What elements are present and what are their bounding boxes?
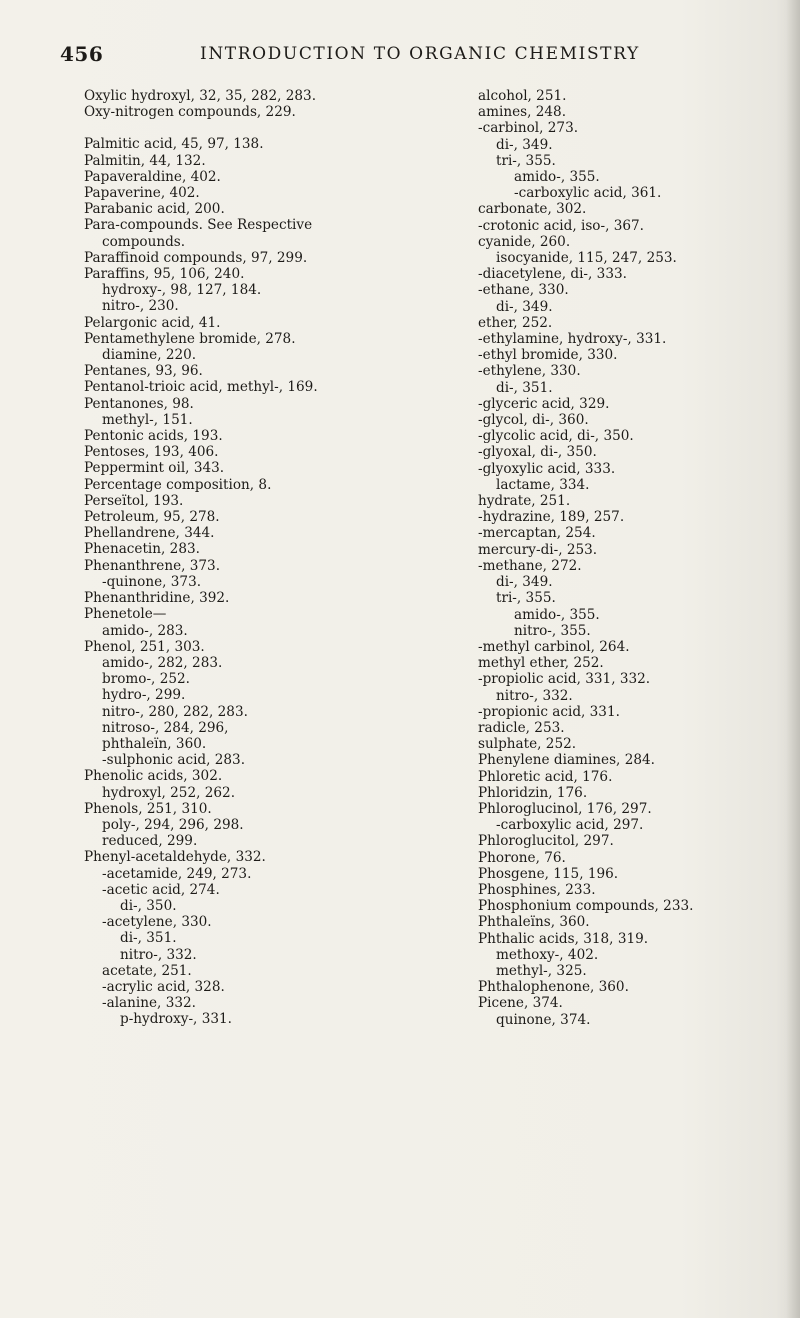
index-subentry: methoxy-, 402. — [496, 946, 599, 963]
index-entry: Petroleum, 95, 278. — [84, 509, 220, 526]
index-subentry: lactame, 334. — [496, 476, 590, 493]
index-entry: hydrate, 251. — [478, 493, 571, 510]
index-subentry: nitro-, 280, 282, 283. — [102, 703, 248, 720]
index-subentry: di-, 349. — [496, 136, 553, 153]
index-entry: -glyoxylic acid, 333. — [478, 460, 616, 477]
index-entry: Paraffins, 95, 106, 240. — [84, 266, 245, 283]
index-subentry: -acetylene, 330. — [102, 914, 212, 931]
index-entry: Paraffinoid compounds, 97, 299. — [84, 249, 308, 266]
index-entry: Phthalophenone, 360. — [478, 979, 629, 996]
index-entry: Pentoses, 193, 406. — [84, 444, 219, 461]
index-subentry: quinone, 374. — [496, 1011, 591, 1028]
page-number: 456 — [60, 42, 104, 66]
index-entry: Phenanthridine, 392. — [84, 590, 230, 607]
index-entry: -glyceric acid, 329. — [478, 395, 610, 412]
index-entry: Palmitin, 44, 132. — [84, 152, 206, 169]
index-entry: Pentamethylene bromide, 278. — [84, 330, 296, 347]
index-subentry: nitro-, 332. — [496, 687, 573, 704]
page-header — [60, 42, 800, 70]
index-entry: Phosphines, 233. — [478, 881, 596, 898]
index-entry: -methane, 272. — [478, 557, 582, 574]
index-entry: Papaverine, 402. — [84, 185, 200, 202]
index-entry: amines, 248. — [478, 104, 567, 121]
index-entry: Percentage composition, 8. — [84, 476, 272, 493]
index-subentry: nitroso-, 284, 296, — [102, 719, 229, 736]
index-subentry: -acrylic acid, 328. — [102, 978, 225, 995]
index-entry: Phenylene diamines, 284. — [478, 752, 655, 769]
index-entry: Phosgene, 115, 196. — [478, 865, 619, 882]
index-entry: Phloroglucinol, 176, 297. — [478, 800, 652, 817]
index-entry: Oxy-nitrogen compounds, 229. — [84, 104, 296, 121]
index-entry: Para-compounds. See Respective — [84, 217, 313, 234]
index-subentry: di-, 349. — [496, 298, 553, 315]
index-subentry: methyl-, 325. — [496, 962, 587, 979]
index-entry: Phenacetin, 283. — [84, 541, 200, 558]
index-subentry: isocyanide, 115, 247, 253. — [496, 250, 677, 267]
index-entry: Pentonic acids, 193. — [84, 428, 223, 445]
index-subentry: acetate, 251. — [102, 962, 192, 979]
index-subentry: -carboxylic acid, 361. — [514, 185, 662, 202]
index-entry: Phosphonium compounds, 233. — [478, 898, 694, 915]
index-entry: Phthaleïns, 360. — [478, 914, 590, 931]
index-entry: -propionic acid, 331. — [478, 703, 620, 720]
index-entry: sulphate, 252. — [478, 736, 577, 753]
index-gap — [84, 120, 424, 136]
index-entry: Phenols, 251, 310. — [84, 800, 212, 817]
index-entry: alcohol, 251. — [478, 88, 567, 104]
index-subentry: bromo-, 252. — [102, 671, 190, 688]
index-entry: Phthalic acids, 318, 319. — [478, 930, 649, 947]
index-subentry: -acetic acid, 274. — [102, 881, 220, 898]
index-subentry: nitro-, 355. — [514, 622, 591, 639]
index-subentry: -sulphonic acid, 283. — [102, 752, 246, 769]
index-entry: -ethylamine, hydroxy-, 331. — [478, 331, 667, 348]
index-entry: Pelargonic acid, 41. — [84, 314, 221, 331]
index-subentry: tri-, 355. — [496, 590, 556, 607]
index-subentry: di-, 350. — [120, 897, 177, 914]
index-subentry: di-, 351. — [120, 930, 177, 947]
index-entry: cyanide, 260. — [478, 233, 571, 250]
index-entry: -mercaptan, 254. — [478, 525, 596, 542]
index-entry: -crotonic acid, iso-, 367. — [478, 217, 644, 234]
index-entry: -carbinol, 273. — [478, 120, 579, 137]
index-subentry: tri-, 355. — [496, 152, 556, 169]
index-entry: Picene, 374. — [478, 995, 563, 1012]
index-entry: -hydrazine, 189, 257. — [478, 509, 625, 526]
index-subentry: di-, 349. — [496, 574, 553, 591]
index-entry: Pentanol-trioic acid, methyl-, 169. — [84, 379, 318, 396]
index-entry: Peppermint oil, 343. — [84, 460, 225, 477]
index-entry: Phloridzin, 176. — [478, 784, 588, 801]
index-subentry: -quinone, 373. — [102, 573, 202, 590]
index-entry: Phloretic acid, 176. — [478, 768, 613, 785]
index-entry: Phenetole— — [84, 606, 167, 623]
index-entry: Phenyl-acetaldehyde, 332. — [84, 849, 266, 866]
index-subentry: methyl-, 151. — [102, 411, 193, 428]
index-entry: Phenanthrene, 373. — [84, 557, 221, 574]
index-entry: -methyl carbinol, 264. — [478, 638, 630, 655]
index-subentry: hydro-, 299. — [102, 687, 186, 704]
index-subentry: amido-, 283. — [102, 622, 188, 639]
index-subentry: diamine, 220. — [102, 347, 197, 364]
index-entry: Pentanes, 93, 96. — [84, 363, 203, 380]
index-subentry: amido-, 355. — [514, 169, 600, 186]
index-entry: Palmitic acid, 45, 97, 138. — [84, 136, 264, 153]
index-entry: -diacetylene, di-, 333. — [478, 266, 627, 283]
index-entry: Oxylic hydroxyl, 32, 35, 282, 283. — [84, 88, 317, 104]
index-subentry: p-hydroxy-, 331. — [120, 1011, 232, 1028]
index-entry: Perseïtol, 193. — [84, 492, 184, 509]
index-subentry: -acetamide, 249, 273. — [102, 865, 252, 882]
index-entry: Parabanic acid, 200. — [84, 201, 225, 218]
index-subentry: hydroxy-, 98, 127, 184. — [102, 282, 262, 299]
index-subentry: amido-, 282, 283. — [102, 654, 223, 671]
index-entry: carbonate, 302. — [478, 201, 587, 218]
index-subentry: hydroxyl, 252, 262. — [102, 784, 236, 801]
index-entry: -propiolic acid, 331, 332. — [478, 671, 651, 688]
index-entry: Phorone, 76. — [478, 849, 566, 866]
index-subentry: phthaleïn, 360. — [102, 735, 207, 752]
index-subentry: reduced, 299. — [102, 833, 198, 850]
index-entry: Phenolic acids, 302. — [84, 768, 223, 785]
index-subentry: di-, 351. — [496, 379, 553, 396]
running-head: INTRODUCTION TO ORGANIC CHEMISTRY — [200, 44, 640, 64]
index-entry: Papaveraldine, 402. — [84, 168, 221, 185]
index-subentry: compounds. — [102, 233, 186, 250]
index-subentry: nitro-, 230. — [102, 298, 179, 315]
index-entry: -ethane, 330. — [478, 282, 569, 299]
index-subentry: amido-, 355. — [514, 606, 600, 623]
index-entry: -glycol, di-, 360. — [478, 412, 589, 429]
page-edge-shadow — [786, 0, 800, 1318]
index-entry: -glycolic acid, di-, 350. — [478, 428, 634, 445]
index-entry: Pentanones, 98. — [84, 395, 194, 412]
index-column-right — [478, 88, 778, 1028]
index-column-left — [84, 88, 424, 1028]
index-entry: -ethylene, 330. — [478, 363, 581, 380]
index-entry: ether, 252. — [478, 314, 553, 331]
index-entry: Phellandrene, 344. — [84, 525, 215, 542]
index-subentry: nitro-, 332. — [120, 946, 197, 963]
index-subentry: -alanine, 332. — [102, 995, 196, 1012]
index-entry: methyl ether, 252. — [478, 655, 604, 672]
index-entry: mercury-di-, 253. — [478, 541, 598, 558]
index-subentry: -carboxylic acid, 297. — [496, 817, 644, 834]
index-entry: Phenol, 251, 303. — [84, 638, 205, 655]
index-entry: -ethyl bromide, 330. — [478, 347, 618, 364]
index-entry: radicle, 253. — [478, 719, 565, 736]
index-subentry: poly-, 294, 296, 298. — [102, 816, 244, 833]
index-entry: Phloroglucitol, 297. — [478, 833, 614, 850]
index-entry: -glyoxal, di-, 350. — [478, 444, 597, 461]
